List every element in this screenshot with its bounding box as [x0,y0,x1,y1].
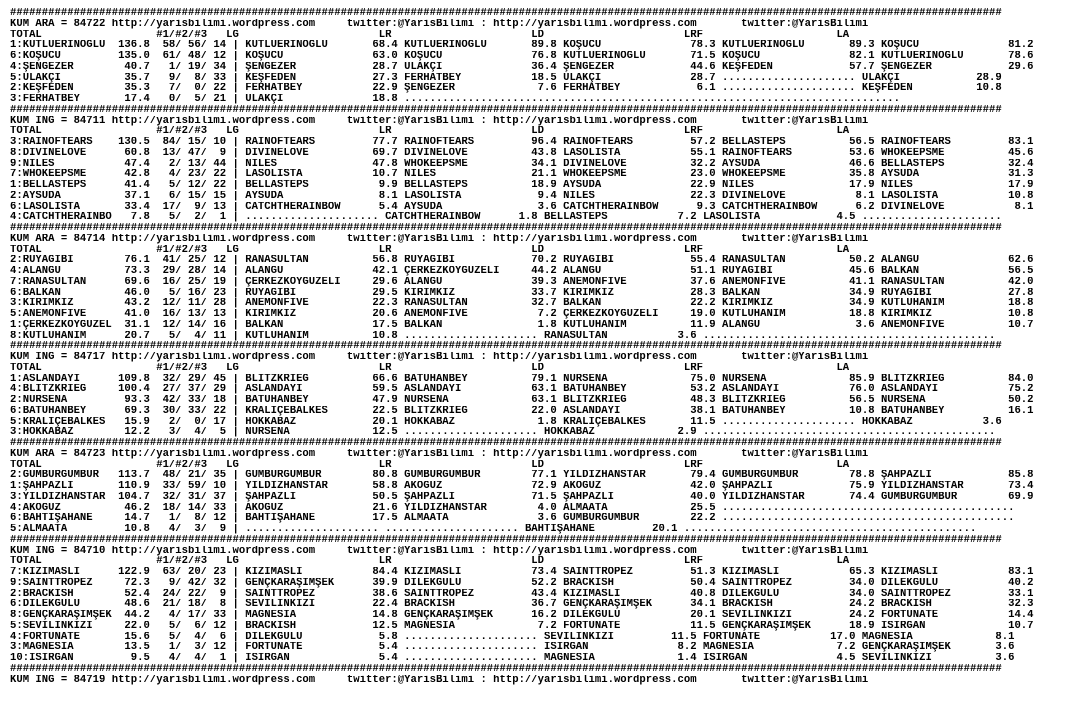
horse-row: 3:YILDIZHANSTAR 104.7 32/ 31/ 37 | ŞAHPAZLI 50.5 ŞAHPAZLI 71.5 ŞAHPAZLI 40.0 YILDIZHANSTAR 74.4 GÜMBÜRGÜMBÜR 69.9 [10,491,1034,503]
column-header-line: TOTAL #1/#2/#3 LG LR LD LRF LA [10,459,850,471]
horse-row: 6:KOŞUCU 135.0 61/ 48/ 12 | KOŞUCU 63.0 KOŞUCU 76.8 KUTLUERİNOĞLU 71.5 KOŞUCU 82.1 KUTLUERİNOĞLU 78.6 [10,51,1034,62]
column-header-line: TOTAL #1/#2/#3 LG LR LD LRF LA [10,126,850,137]
horse-row: 8:GENÇKARAŞİMŞEK 44.2 4/ 17/ 33 | MAGNESIA 14.8 GENÇKARAŞİMŞEK 16.2 DİLEKGÜLÜ 20.1 SEVİLİNKIZI 24.2 FORTUNATE 14.4 [10,610,1034,621]
horse-row: 4:ŞENGEZER 40.7 1/ 19/ 34 | ŞENGEZER 28.7 ULAKÇI 36.4 ŞENGEZER 44.6 KEŞFEDEN 57.7 ŞENGEZER 29.6 [10,61,1034,73]
race-header-line: KUM ING = 84717 http://yarisbilimi.wordpress.com twitter:@YarisBilimi : http://yarisbilimi.wordpress.com twitter:@YarisBilimi [10,352,869,363]
horse-row: 6:LASOLISTA 33.4 17/ 9/ 13 | CATCHTHERAINBOW 5.4 AYSUDA 3.6 CATCHTHERAINBOW 9.3 CATCHTHERAINBOW 6.2 DIVINELOVE 8.1 [10,201,1034,213]
horse-row: 7:KIZIMASLI 122.9 63/ 20/ 23 | KIZIMASLI 84.4 KIZIMASLI 73.4 SAINTTROPEZ 51.3 KIZIMASLI 65.3 KIZIMASLI 83.1 [10,567,1034,578]
horse-row: 2:NURSENA 93.3 42/ 33/ 18 | BATUHANBEY 47.9 NURSENA 63.1 BLITZKRIEG 48.3 BLITZKRIEG 56.5 NURSENA 50.2 [10,395,1034,406]
horse-row: 3:KIRIMKIZ 43.2 12/ 11/ 28 | ANEMONFIVE 22.3 RANASULTAN 32.7 BALKAN 22.2 KIRIMKIZ 34.9 KUTLUHANIM 18.8 [10,298,1034,309]
separator-line: ############################################################################################################################################################ [10,438,1002,449]
column-header-line: TOTAL #1/#2/#3 LG LR LD LRF LA [10,29,850,41]
race-header-line: KUM ARA = 84723 http://yarisbilimi.wordpress.com twitter:@YarisBilimi : http://yarisbilimi.wordpress.com twitter:@YarisBilimi [10,448,869,460]
horse-row: 8:KUTLUHANIM 20.7 5/ 4/ 11 | KUTLUHANIM 10.8 ..................... RANASULTAN 3.6 .............................................. [10,330,996,342]
race-header-line: KUM ING = 84710 http://yarisbilimi.wordpress.com twitter:@YarisBilimi : http://yarisbilimi.wordpress.com twitter:@YarisBilimi [10,545,869,557]
race-header-line: KUM ING = 84719 http://yarisbilimi.wordpress.com twitter:@YarisBilimi : http://yarisbilimi.wordpress.com twitter:@YarisBilimi [10,674,869,686]
separator-line: ############################################################################################################################################################ [10,663,1002,675]
race-header-line: KUM ARA = 84722 http://yarisbilimi.wordpress.com twitter:@YarisBilimi : http://yarisbilimi.wordpress.com twitter:@YarisBilimi [10,18,869,30]
horse-row: 2:GÜMBÜRGÜMBÜR 113.7 48/ 21/ 35 | GÜMBÜRGÜMBÜR 80.8 GÜMBÜRGÜMBÜR 77.1 YILDIZHANSTAR 79.4 GÜMBÜRGÜMBÜR 78.8 ŞAHPAZLI 85.8 [10,470,1034,481]
horse-row: 4:CATCHTHERAINBO 7.8 5/ 2/ 1 | ..................... CATCHTHERAINBOW 1.8 BELLASTEPS 7.2 LASOLISTA 4.5 ...................... [10,212,1002,223]
race-header-line: KUM ING = 84711 http://yarisbilimi.wordpress.com twitter:@YarisBilimi : http://yarisbilimi.wordpress.com twitter:@YarisBilimi [10,115,869,127]
horse-row: 2:BRACKISH 52.4 24/ 22/ 9 | SAINTTROPEZ 38.6 SAINTTROPEZ 43.4 KIZIMASLI 40.8 DİLEKGÜLÜ 34.0 SAINTTROPEZ 33.1 [10,588,1034,600]
horse-row: 8:DIVINELOVE 60.8 13/ 47/ 9 | DIVINELOVE 69.7 DIVINELOVE 43.8 LASOLISTA 55.1 RAINOFTEARS 53.6 WHOKEEPSME 45.6 [10,147,1034,159]
race-header-line: KUM ARA = 84714 http://yarisbilimi.wordpress.com twitter:@YarisBilimi : http://yarisbilimi.wordpress.com twitter:@YarisBilimi [10,233,869,245]
horse-row: 5:KRALİÇEBALKES 15.9 2/ 0/ 17 | HOKKABAZ 20.1 HOKKABAZ 1.8 KRALİÇEBALKES 11.5 ..................... HOKKABAZ 3.6 [10,416,1002,428]
horse-row: 1:ŞAHPAZLI 110.9 33/ 59/ 10 | YILDIZHANSTAR 58.8 AKOĞUZ 72.9 AKOĞUZ 42.0 ŞAHPAZLI 75.9 YILDIZHANSTAR 73.4 [10,481,1034,492]
horse-row: 7:RANASULTAN 69.6 16/ 25/ 19 | ÇERKEZKÖYGÜZELİ 29.6 ALANGU 39.3 ANEMONFIVE 37.6 ANEMONFIVE 41.1 RANASULTAN 42.0 [10,276,1034,288]
horse-row: 1:KUTLUERİNOĞLU 136.8 58/ 56/ 14 | KUTLUERİNOĞLU 68.4 KUTLUERİNOĞLU 89.8 KOŞUCU 78.3 KUTLUERİNOĞLU 89.3 KOŞUCU 81.2 [10,40,1034,51]
horse-row: 2:AYSUDA 37.1 6/ 15/ 15 | AYSUDA 8.1 LASOLISTA 9.4 NILES 22.3 DIVINELOVE 8.1 LASOLISTA 10.8 [10,190,1034,202]
horse-row: 10:ISIRGAN 9.5 4/ 4/ 1 | ISIRGAN 5.4 ..................... MAGNESIA 1.4 ISIRGAN 4.5 SEVİLİNKIZI 3.6 [10,653,1015,664]
horse-row: 5:ANEMONFIVE 41.0 16/ 13/ 13 | KIRIMKIZ 20.6 ANEMONFIVE 7.2 ÇERKEZKÖYGÜZELİ 19.0 KUTLUHANIM 18.8 KIRIMKIZ 10.8 [10,309,1034,320]
separator-line: ############################################################################################################################################################ [10,8,1002,19]
horse-row: 4:BLITZKRIEG 100.4 27/ 37/ 29 | ASLANDAYI 59.5 ASLANDAYI 63.1 BATUHANBEY 53.2 ASLANDAYI 76.0 ASLANDAYI 75.2 [10,384,1034,395]
horse-row: 6:BALKAN 46.0 5/ 16/ 23 | RÜYAGİBİ 29.5 KIRIMKIZ 33.7 KIRIMKIZ 28.3 BALKAN 34.9 RÜYAGİBİ 27.8 [10,287,1034,299]
column-header-line: TOTAL #1/#2/#3 LG LR LD LRF LA [10,362,850,374]
horse-row: 3:MAGNESIA 13.5 1/ 3/ 12 | FORTUNATE 5.4 ..................... ISIRGAN 8.2 MAGNESIA 7.2 GENÇKARAŞİMŞEK 3.6 [10,642,1015,653]
column-header-line: TOTAL #1/#2/#3 LG LR LD LRF LA [10,556,850,567]
horse-row: 6:DİLEKGÜLÜ 48.6 21/ 18/ 8 | SEVİLİNKIZI 22.4 BRACKISH 36.7 GENÇKARAŞİMŞEK 34.1 BRACKISH 24.2 BRACKISH 32.3 [10,599,1034,610]
horse-row: 1:ASLANDAYI 109.8 32/ 29/ 45 | BLITZKRIEG 66.6 BATUHANBEY 79.1 NURSENA 75.0 NURSENA 85.9 BLITZKRIEG 84.0 [10,373,1034,385]
horse-row: 3:FERHATBEY 17.4 0/ 5/ 21 | ULAKÇI 18.8 .............................................................................. [10,94,901,105]
column-header-line: TOTAL #1/#2/#3 LG LR LD LRF LA [10,244,850,256]
horse-row: 2:RÜYAGİBİ 76.1 41/ 25/ 12 | RANASULTAN 56.8 RÜYAGİBİ 70.2 RÜYAGİBİ 55.4 RANASULTAN 50.2 ALANGU 62.6 [10,255,1034,266]
horse-row: 4:FORTUNATE 15.6 5/ 4/ 6 | DİLEKGÜLÜ 5.8 ..................... SEVİLİNKIZI 11.5 FORTUNATE 17.0 MAGNESIA 8.1 [10,631,1015,643]
horse-row: 5:SEVİLİNKIZI 22.0 5/ 6/ 12 | BRACKISH 12.5 MAGNESIA 7.2 FORTUNATE 11.5 GENÇKARAŞİMŞEK 18.9 ISIRGAN 10.7 [10,620,1034,632]
horse-row: 6:BAHTİŞAHANE 14.7 1/ 8/ 12 | BAHTİŞAHANE 17.5 ALMAATA 3.6 GÜMBÜRGÜMBÜR 22.2 .............................................. [10,513,1015,524]
separator-line: ############################################################################################################################################################ [10,341,1002,352]
horse-row: 9:NILES 47.4 2/ 13/ 44 | NILES 47.8 WHOKEEPSME 34.1 DIVINELOVE 32.2 AYSUDA 46.6 BELLASTEPS 32.4 [10,158,1034,170]
separator-line: ############################################################################################################################################################ [10,223,1002,234]
horse-row: 5:ULAKÇI 35.7 9/ 8/ 33 | KEŞFEDEN 27.3 FERHATBEY 18.5 ULAKÇI 28.7 ..................... ULAKÇI 28.9 [10,72,1002,84]
separator-line: ############################################################################################################################################################ [10,534,1002,546]
horse-row: 3:HOKKABAZ 12.2 3/ 4/ 5 | NURSENA 12.5 ..................... HOKKABAZ 2.9 .............................................. [10,427,996,438]
separator-line: ############################################################################################################################################################ [10,104,1002,116]
horse-row: 5:ALMAATA 10.8 4/ 3/ 9 | ..................... ..................... BAHTİŞAHANE 20.1 .............................................. [10,524,977,535]
horse-row: 3:RAINOFTEARS 130.5 84/ 15/ 10 | RAINOFTEARS 77.7 RAINOFTEARS 96.4 RAINOFTEARS 57.2 BELLASTEPS 56.5 RAINOFTEARS 83.1 [10,137,1034,148]
horse-row: 2:KEŞFEDEN 35.3 7/ 0/ 22 | FERHATBEY 22.9 ŞENGEZER 7.6 FERHATBEY 6.1 ..................... KEŞFEDEN 10.8 [10,83,1002,94]
horse-row: 1:ÇERKEZKÖYGÜZEL 31.1 12/ 14/ 16 | BALKAN 17.5 BALKAN 1.8 KUTLUHANIM 11.9 ALANGU 3.6 ANEMONFIVE 10.7 [10,319,1034,331]
horse-row: 6:BATUHANBEY 69.3 30/ 33/ 22 | KRALİÇEBALKES 22.5 BLITZKRIEG 22.0 ASLANDAYI 38.1 BATUHANBEY 10.8 BATUHANBEY 16.1 [10,405,1034,417]
horse-row: 4:ALANGU 73.3 29/ 28/ 14 | ALANGU 42.1 ÇERKEZKÖYGÜZELİ 44.2 ALANGU 51.1 RÜYAGİBİ 45.6 BALKAN 56.5 [10,266,1034,277]
horse-row: 1:BELLASTEPS 41.4 5/ 12/ 22 | BELLASTEPS 9.9 BELLASTEPS 18.9 AYSUDA 22.9 NILES 17.9 NILES 17.9 [10,180,1034,191]
horse-row: 4:AKOĞUZ 46.2 18/ 14/ 33 | AKOĞUZ 21.6 YILDIZHANSTAR 4.0 ALMAATA 25.5 .............................................. [10,502,1015,514]
horse-row: 7:WHOKEEPSME 42.8 4/ 23/ 22 | LASOLISTA 10.7 NILES 21.1 WHOKEEPSME 23.0 WHOKEEPSME 35.8 AYSUDA 31.3 [10,169,1034,180]
horse-row: 9:SAINTTROPEZ 72.3 9/ 42/ 32 | GENÇKARAŞİMŞEK 39.9 DİLEKGÜLÜ 52.2 BRACKISH 50.4 SAINTTROPEZ 34.0 DİLEKGÜLÜ 40.2 [10,577,1034,589]
